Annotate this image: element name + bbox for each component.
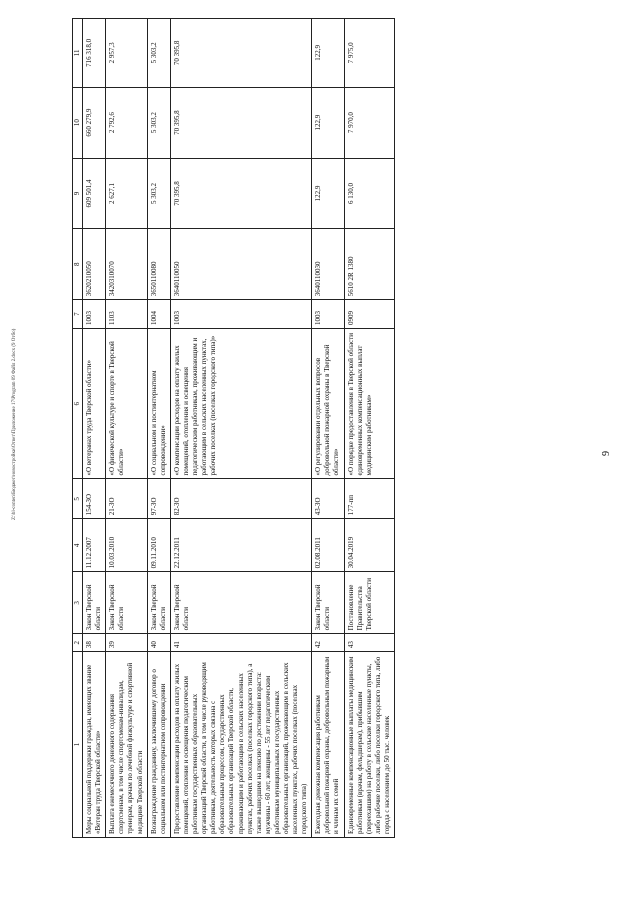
column-header: 11	[73, 19, 83, 88]
row-number: 43	[344, 634, 394, 652]
act-number: 154-ЗО	[83, 479, 106, 519]
section-code: 0909	[344, 300, 394, 329]
amount-year3: 70 395,8	[170, 19, 311, 88]
act-type: Закон Тверской области	[312, 572, 344, 634]
measure-name: Единовременные компенсационные выплаты медицинским работникам (врачам, фельдшерам), прибывшим (переехавшим) на работу в сельские населенные пункты, либо рабочие поселки, либо поселки городского типа, либо города с населением до 50 тыс. человек	[344, 652, 394, 838]
section-code: 1003	[312, 300, 344, 329]
amount-year1: 122,9	[312, 158, 344, 229]
column-header: 7	[73, 300, 83, 329]
act-type: Закон Тверской области	[83, 572, 106, 634]
measure-name: Вознаграждение гражданину, заключившему договор о социальном или постинтернатном сопровождении	[147, 652, 170, 838]
row-number: 41	[170, 634, 311, 652]
table-row	[312, 19, 344, 838]
amount-year1: 2 627,1	[106, 158, 147, 229]
amount-year3: 5 303,2	[147, 19, 170, 88]
column-header: 10	[73, 87, 83, 158]
section-code: 1003	[170, 300, 311, 329]
table-row	[170, 19, 311, 838]
target-code: 3640110050	[170, 229, 311, 300]
column-number-row	[73, 19, 83, 838]
amount-year3: 716 318,0	[83, 19, 106, 88]
amount-year2: 70 395,8	[170, 87, 311, 158]
column-header: 3	[73, 572, 83, 634]
amount-year1: 6 130,0	[344, 158, 394, 229]
column-header: 2	[73, 634, 83, 652]
measure-name: Предоставление компенсации расходов на оплату жилых помещений, отопления и освещения педагогическим работникам государственных образовательных организаций Тверской области, в том числе руководящим работникам, деятельность которых связана с образовательным процессом, государственных образовательных организаций Тверской области, проживающим и работающим в сельских населенных пунктах, рабочих поселках (поселках городского типа), а также вышедшим на пенсию по достижении возраста: мужчины - 60 лет, женщины - 55 лет педагогическим работникам муниципальных и государственных образовательных организаций, проживающим в сельских населенных пунктах, рабочих поселках (поселках городского типа)	[170, 652, 311, 838]
act-title: «О порядке предоставления в Тверской области единовременных компенсационных выплат медицинским работникам»	[344, 328, 394, 479]
table-row	[106, 19, 147, 838]
amount-year2: 2 792,6	[106, 87, 147, 158]
rotated-page	[72, 18, 632, 838]
act-number: 43-ЗО	[312, 479, 344, 519]
act-title: «О социальном и постинтернатном сопровождении»	[147, 328, 170, 479]
act-date: 22.12.2011	[170, 519, 311, 572]
target-code: 5610 2R 1380	[344, 229, 394, 300]
section-code: 1004	[147, 300, 170, 329]
column-header: 6	[73, 328, 83, 479]
section-code: 1103	[106, 300, 147, 329]
act-title: «О ветеранах труда Тверской области»	[83, 328, 106, 479]
measure-name: Выплата ежемесячного денежного содержания спортсменам, в том числе спортсменам-инвалидам, тренерам, врачам по лечебной физкультуре и спортивной медицине Тверской области	[106, 652, 147, 838]
target-code: 3650110080	[147, 229, 170, 300]
act-date: 09.11.2010	[147, 519, 170, 572]
amount-year1: 70 395,8	[170, 158, 311, 229]
act-date: 10.03.2010	[106, 519, 147, 572]
table-row	[147, 19, 170, 838]
amount-year2: 5 303,2	[147, 87, 170, 158]
page-number: 9	[601, 451, 612, 456]
amount-year2: 7 970,0	[344, 87, 394, 158]
row-number: 42	[312, 634, 344, 652]
row-number: 39	[106, 634, 147, 652]
column-header: 8	[73, 229, 83, 300]
amount-year1: 5 303,2	[147, 158, 170, 229]
act-type: Закон Тверской области	[170, 572, 311, 634]
column-header: 9	[73, 158, 83, 229]
benefits-table	[72, 18, 395, 838]
act-title: «О регулировании отдельных вопросов добровольной пожарной охраны в Тверской области»	[312, 328, 344, 479]
act-type: Постановление Правительства Тверской области	[344, 572, 394, 634]
measure-name: Ежегодная денежная компенсация работникам добровольной пожарной охраны, добровольным пожарным и членам их семей	[312, 652, 344, 838]
column-header: 5	[73, 479, 83, 519]
file-path-footer: Z:\bl-conten\Бюджет\новостройки\Ответ\Приложение 17\Program 09 Файл 2.docx (9 Отбо)	[12, 328, 17, 520]
act-type: Закон Тверской области	[147, 572, 170, 634]
row-number: 40	[147, 634, 170, 652]
measure-name: Меры социальной поддержки граждан, имеющих звание «Ветеран труда Тверской области»	[83, 652, 106, 838]
act-title: «О компенсации расходов на оплату жилых помещений, отопления и освещения педагогическим работникам, проживающим и работающим в сельских населенных пунктах, рабочих поселках (поселках городского типа)»	[170, 328, 311, 479]
target-code: 3420310070	[106, 229, 147, 300]
column-header: 4	[73, 519, 83, 572]
column-header: 1	[73, 652, 83, 838]
table-row	[83, 19, 106, 838]
act-number: 177-пп	[344, 479, 394, 519]
table-row	[344, 19, 394, 838]
act-title: «О физической культуре и спорте в Тверской области»	[106, 328, 147, 479]
act-date: 02.08.2011	[312, 519, 344, 572]
row-number: 38	[83, 634, 106, 652]
act-type: Закон Тверской области	[106, 572, 147, 634]
amount-year3: 122,9	[312, 19, 344, 88]
section-code: 1003	[83, 300, 106, 329]
amount-year1: 609 501,4	[83, 158, 106, 229]
target-code: 3620210050	[83, 229, 106, 300]
act-number: 82-ЗО	[170, 479, 311, 519]
amount-year2: 660 279,9	[83, 87, 106, 158]
act-date: 30.04.2019	[344, 519, 394, 572]
amount-year2: 122,9	[312, 87, 344, 158]
act-date: 11.12.2007	[83, 519, 106, 572]
act-number: 21-ЗО	[106, 479, 147, 519]
target-code: 3640110030	[312, 229, 344, 300]
amount-year3: 2 957,3	[106, 19, 147, 88]
act-number: 97-ЗО	[147, 479, 170, 519]
amount-year3: 7 975,0	[344, 19, 394, 88]
